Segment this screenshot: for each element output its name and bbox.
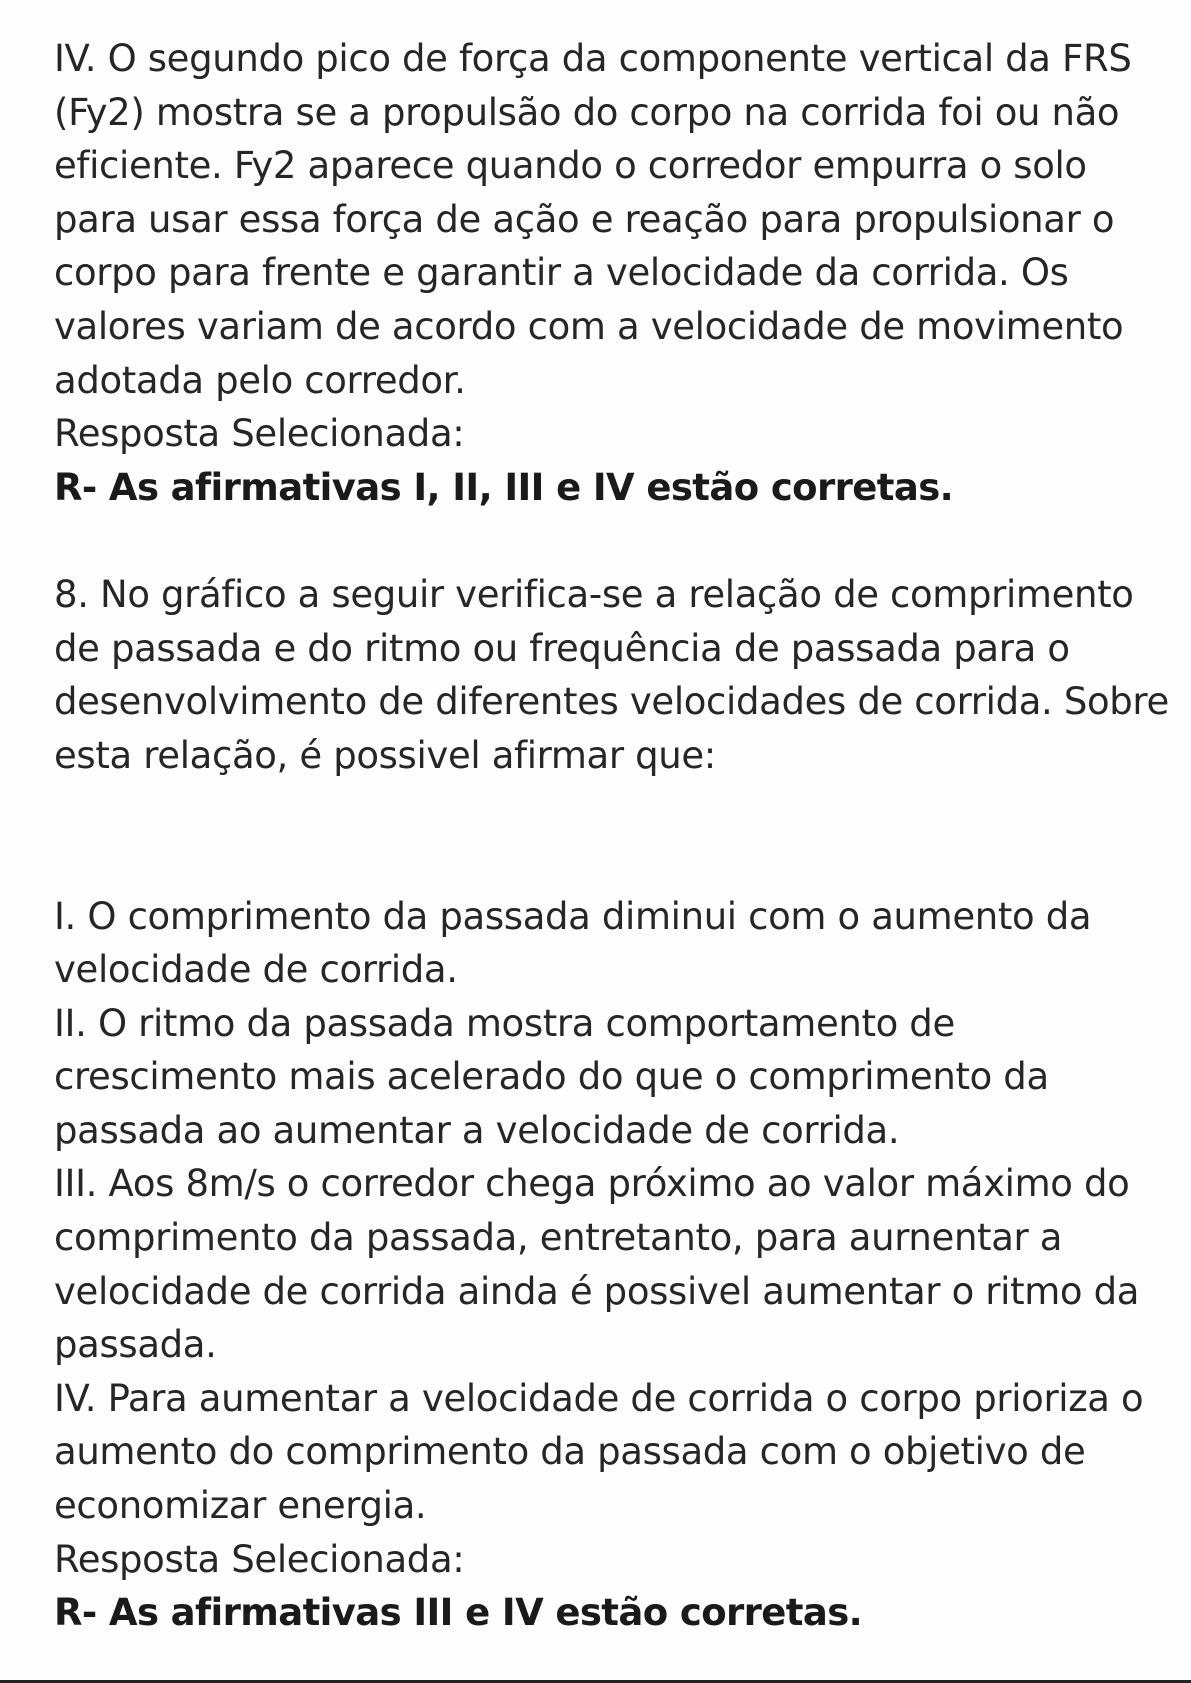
selected-answer-label: Resposta Selecionada: <box>54 412 465 456</box>
text-line: aumento do comprimento da passada com o objetivo de <box>54 1430 1086 1474</box>
text-line: desenvolvimento de diferentes velocidades de corrida. Sobre <box>54 680 1169 724</box>
text-line: velocidade de corrida. <box>54 948 458 992</box>
document-content <box>54 32 1169 1640</box>
selected-answer: R- As afirmativas III e IV estão corretas. <box>54 1591 863 1635</box>
text-line: IV. Para aumentar a velocidade de corrida o corpo prioriza o <box>54 1376 1144 1420</box>
text-line: passada ao aumentar a velocidade de corrida. <box>54 1108 900 1152</box>
selected-answer-label: Resposta Selecionada: <box>54 1537 465 1581</box>
question7-statement-iv <box>54 32 1164 407</box>
text-line: IV. O segundo pico de força da componente vertical da FRS <box>54 37 1132 80</box>
text-line: crescimento mais acelerado do que o comprimento da <box>54 1055 1049 1099</box>
text-line: I. O comprimento da passada diminui com o aumento da <box>54 894 1092 938</box>
text-line: de passada e do ritmo ou frequência de passada para o <box>54 626 1070 670</box>
text-line: economizar energia. <box>54 1484 427 1528</box>
question8-prompt <box>54 568 1169 782</box>
spacer <box>54 782 1164 889</box>
text-line: III. Aos 8m/s o corredor chega próximo ao valor máximo do <box>54 1162 1130 1206</box>
text-line: II. O ritmo da passada mostra comportamento de <box>54 1001 955 1045</box>
question8-statements <box>54 890 1164 1533</box>
text-line: comprimento da passada, entretanto, para aurnentar a <box>54 1216 1063 1260</box>
text-line: 8. No gráfico a seguir verifica-se a relação de comprimento <box>54 572 1134 616</box>
spacer <box>54 514 1164 568</box>
text-line: velocidade de corrida ainda é possivel aumentar o ritmo da <box>54 1269 1140 1313</box>
text-line: esta relação, é possivel afirmar que: <box>54 733 716 777</box>
text-line: valores variam de acordo com a velocidade de movimento <box>54 304 1124 348</box>
text-line: (Fy2) mostra se a propulsão do corpo na corrida foi ou não <box>54 90 1120 134</box>
text-line: adotada pelo corredor. <box>54 358 466 402</box>
text-line: para usar essa força de ação e reação para propulsionar o <box>54 197 1115 241</box>
text-line: corpo para frente e garantir a velocidade da corrida. Os <box>54 251 1069 295</box>
text-line: eficiente. Fy2 aparece quando o corredor empurra o solo <box>54 144 1087 188</box>
selected-answer: R- As afirmativas I, II, III e IV estão corretas. <box>54 465 954 509</box>
text-line: passada. <box>54 1323 217 1367</box>
